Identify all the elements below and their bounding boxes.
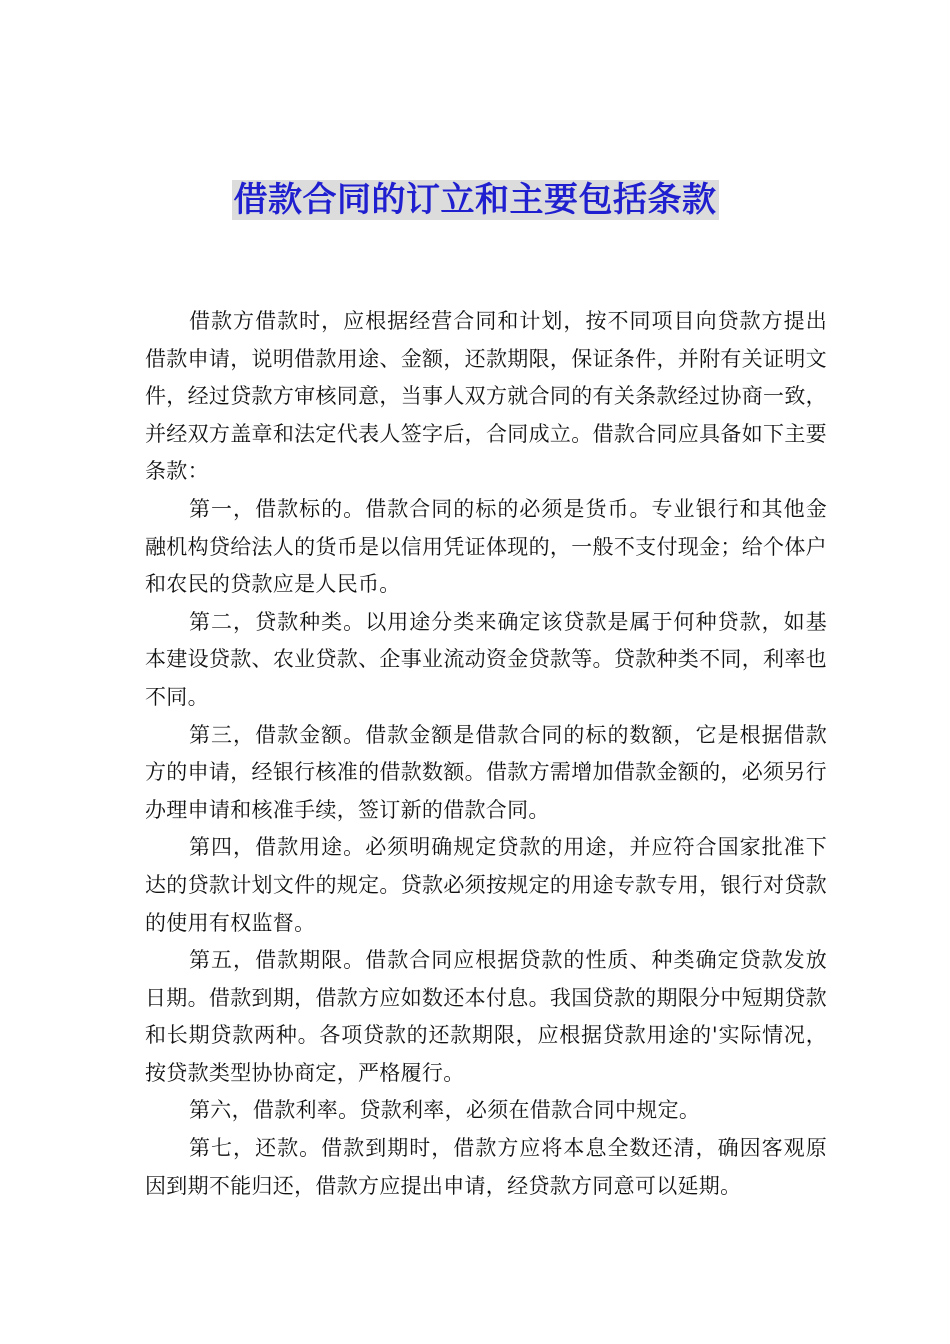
paragraph-intro: 借款方借款时，应根据经营合同和计划，按不同项目向贷款方提出借款申请，说明借款用途、金额，还款期限，保证条件，并附有关证明文件，经过贷款方审核同意，当事人双方就合同的有关条款经过协商一致，并经双方盖章和法定代表人签字后，合同成立。借款合同应具备如下主要条款： bbox=[145, 309, 827, 484]
paragraph-clause-7: 第七，还款。借款到期时，借款方应将本息全数还清，确因客观原因到期不能归还，借款方应提出申请，经贷款方同意可以延期。 bbox=[145, 1136, 827, 1198]
document-body bbox=[145, 303, 827, 1205]
paragraph-clause-5: 第五，借款期限。借款合同应根据贷款的性质、种类确定贷款发放日期。借款到期，借款方应如数还本付息。我国贷款的期限分中短期贷款和长期贷款两种。各项贷款的还款期限，应根据贷款用途的'实际情况，按贷款类型协协商定，严格履行。 bbox=[145, 948, 827, 1085]
paragraph-clause-4: 第四，借款用途。必须明确规定贷款的用途，并应符合国家批准下达的贷款计划文件的规定。贷款必须按规定的用途专款专用，银行对贷款的使用有权监督。 bbox=[145, 835, 827, 935]
document-title-text: 借款合同的订立和主要包括条款 bbox=[233, 180, 717, 220]
paragraph-clause-1: 第一，借款标的。借款合同的标的必须是货币。专业银行和其他金融机构贷给法人的货币是以信用凭证体现的，一般不支付现金；给个体户和农民的贷款应是人民币。 bbox=[145, 496, 827, 597]
document-title bbox=[0, 176, 950, 224]
paragraph-clause-2: 第二，贷款种类。以用途分类来确定该贷款是属于何种贷款，如基本建设贷款、农业贷款、企事业流动资金贷款等。贷款种类不同，利率也不同。 bbox=[145, 609, 827, 709]
paragraph-clause-3: 第三，借款金额。借款金额是借款合同的标的数额，它是根据借款方的申请，经银行核准的借款数额。借款方需增加借款金额的，必须另行办理申请和核准手续，签订新的借款合同。 bbox=[145, 722, 827, 822]
paragraph-clause-6: 第六，借款利率。贷款利率，必须在借款合同中规定。 bbox=[189, 1098, 701, 1123]
